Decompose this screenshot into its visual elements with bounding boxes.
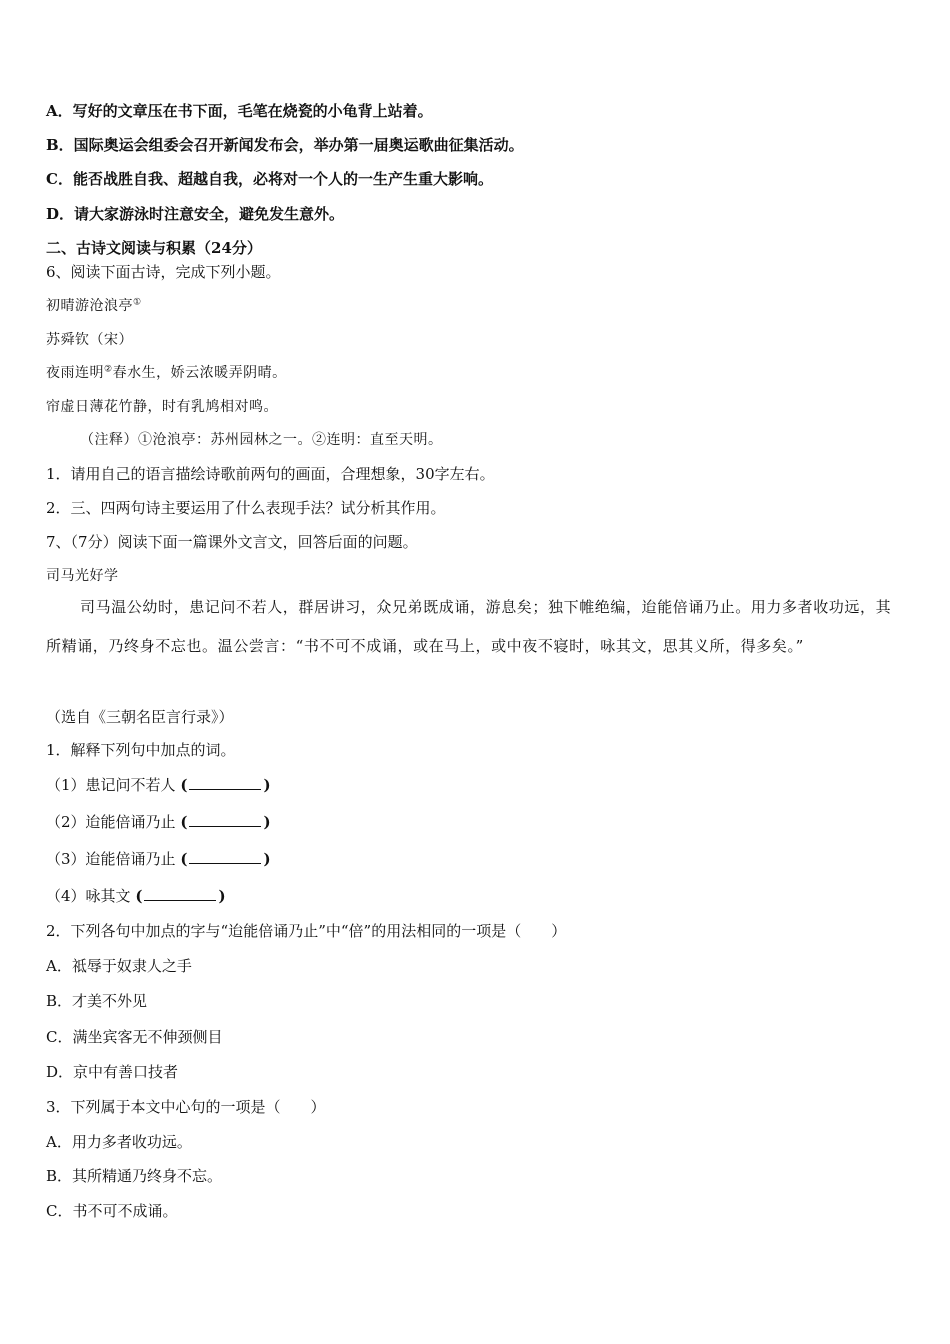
passage-body: 司马温公幼时，患记问不若人，群居讲习，众兄弟既成诵，游息矣；独下帷绝编，迨能倍诵乃止。用力多者收功远，其所精诵，乃终身不忘也。温公尝言：“书不可不成诵，或在马上，或中夜不寝时，咏其文，思其义所，得多矣。” xyxy=(46,598,892,655)
option-c: C．能否战胜自我、超越自我，必将对一个人的一生产生重大影响。 xyxy=(46,170,493,188)
q7-sub1-item-1 xyxy=(46,774,271,795)
item-text: （1）患记问不若人 xyxy=(46,776,176,794)
answer-blank[interactable] xyxy=(189,811,261,827)
option-d: D．请大家游泳时注意安全，避免发生意外。 xyxy=(46,205,345,223)
q7-sub1-item-2 xyxy=(46,811,271,832)
answer-blank[interactable] xyxy=(189,848,261,864)
paren-close: ) xyxy=(218,887,226,905)
poem-line-1a: 夜雨连明 xyxy=(46,365,104,381)
poem-line-1-note: ② xyxy=(104,364,113,375)
item-text: （3）迨能倍诵乃止 xyxy=(46,850,176,868)
poem-title xyxy=(46,296,142,316)
item-text: （2）迨能倍诵乃止 xyxy=(46,813,176,831)
section-title: 二、古诗文阅读与积累（24分） xyxy=(46,239,262,257)
q7-sub3-option-a[interactable]: A．用力多者收功远。 xyxy=(46,1133,192,1151)
paren-open: ( xyxy=(180,850,188,868)
q7-sub2-option-c[interactable]: C．满坐宾客无不伸颈侧目 xyxy=(46,1028,223,1046)
q7-sub3-prompt: 3．下列属于本文中心句的一项是（ ） xyxy=(46,1098,326,1116)
q7-sub2-option-d[interactable]: D．京中有善口技者 xyxy=(46,1063,179,1081)
q7-prompt: 7、（7分）阅读下面一篇课外文言文，回答后面的问题。 xyxy=(46,533,418,551)
poem-line-1b: 春水生，娇云浓暖弄阴晴。 xyxy=(112,365,287,381)
q7-sub3-option-b[interactable]: B．其所精通乃终身不忘。 xyxy=(46,1167,223,1185)
q7-sub1-item-4 xyxy=(46,885,226,906)
poem-author: 苏舜钦（宋） xyxy=(46,332,133,348)
q6-prompt: 6、阅读下面古诗，完成下列小题。 xyxy=(46,263,281,281)
poem-line-1 xyxy=(46,363,287,383)
item-text: （4）咏其文 xyxy=(46,887,131,905)
paren-open: ( xyxy=(180,776,188,794)
poem-annotation: （注释）①沧浪亭：苏州园林之一。②连明：直至天明。 xyxy=(80,432,443,448)
answer-blank[interactable] xyxy=(144,885,216,901)
poem-title-note: ① xyxy=(133,297,142,308)
q7-sub1-prompt: 1．解释下列句中加点的词。 xyxy=(46,741,236,759)
q7-sub1-item-3 xyxy=(46,848,271,869)
q6-sub2: 2．三、四两句诗主要运用了什么表现手法？试分析其作用。 xyxy=(46,499,446,517)
q7-sub2-option-a[interactable]: A．祗辱于奴隶人之手 xyxy=(46,957,192,975)
paren-close: ) xyxy=(263,813,271,831)
option-a: A．写好的文章压在书下面，毛笔在烧瓷的小龟背上站着。 xyxy=(46,102,433,120)
paren-close: ) xyxy=(263,776,271,794)
answer-blank[interactable] xyxy=(189,774,261,790)
paren-open: ( xyxy=(180,813,188,831)
paren-close: ) xyxy=(263,850,271,868)
passage-source: （选自《三朝名臣言行录》） xyxy=(46,708,234,726)
q7-sub3-option-c[interactable]: C．书不可不成诵。 xyxy=(46,1202,178,1220)
q7-sub2-prompt: 2．下列各句中加点的字与“迨能倍诵乃止”中“倍”的用法相同的一项是（ ） xyxy=(46,922,567,940)
paren-open: ( xyxy=(135,887,143,905)
option-b: B．国际奥运会组委会召开新闻发布会，举办第一届奥运歌曲征集活动。 xyxy=(46,136,524,154)
poem-title-text: 初晴游沧浪亭 xyxy=(46,298,133,314)
passage-title: 司马光好学 xyxy=(46,568,119,584)
poem-line-2: 帘虚日薄花竹静，时有乳鸠相对鸣。 xyxy=(46,399,278,415)
q7-sub2-option-b[interactable]: B．才美不外见 xyxy=(46,992,148,1010)
q6-sub1: 1．请用自己的语言描绘诗歌前两句的画面，合理想象，30字左右。 xyxy=(46,465,495,483)
